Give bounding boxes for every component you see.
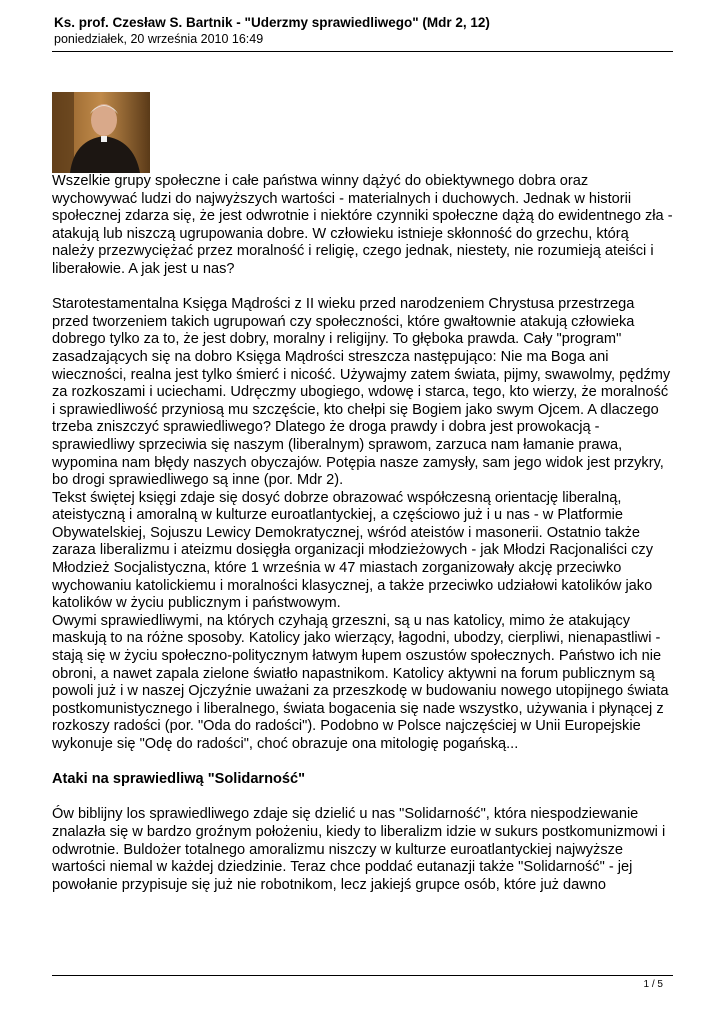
paragraph: Ów biblijny los sprawiedliwego zdaje się dzielić u nas "Solidarność", która niespodziewanie znalazła się w bardzo groźnym położeniu, kiedy to liberalizm idzie w sukurs postkomunizmowi i odwrotnie. Buldożer totalnego amoralizmu niszczy w kulturze euroatlantyckiej najwyższe wartości niemal w każdej dziedzinie. Teraz chce poddać eutanazji także "Solidarność" - jej powołanie przypisuje się już nie robotnikom, lecz jakiejś grupce osób, które już dawno: [52, 806, 666, 893]
footer-divider: [52, 975, 673, 976]
author-photo: [52, 92, 150, 173]
header-divider: [52, 51, 673, 52]
paragraph: Tekst świętej księgi zdaje się dosyć dobrze obrazować współczesną orientację liberalną, ateistyczną i amoralną w kulturze euroatlantyckiej, a częściowo już i u nas - w Platformie Obywatelskiej, Sojuszu Lewicy Demokratycznej, wśród ateistów i masonerii. Ostatnio także zaraza liberalizmu i ateizmu dosięgła organizacji młodzieżowych - jak Młodzi Racjonaliści czy Młodzież Socjalistyczna, które 1 września w 47 miastach zorganizowały akcję przeciwko wychowaniu katolickiemu i moralności klasycznej, a także przeciwko udziałowi katolików jako katolików w życiu publicznym i państwowym.: [52, 489, 654, 612]
page-number: 1 / 5: [643, 979, 663, 990]
section-heading: Ataki na sprawiedliwą "Solidarność": [52, 771, 306, 788]
author-photo-icon: [52, 92, 150, 173]
paragraph: Owymi sprawiedliwymi, na których czyhają grzeszni, są u nas katolicy, mimo że atakujący maskują to na różne sposoby. Katolicy jako wierzący, łagodni, ubodzy, cierpliwi, nienapastliwi - stają się w życiu społeczno-politycznym łatwym łupem oszustów społecznych. Państwo ich nie obroni, a nawet zapala zielone światło napastnikom. Katolicy aktywni na forum publicznym są powoli już i w naszej Ojczyźnie uważani za przeszkodę w budowaniu nowego utopijnego świata postkomunistycznego i liberalnego, świata bogacenia się nade wszystko, używania i płynącej z rozkoszy radości (por. "Oda do radości"). Podobno w Polsce najczęściej w Unii Europejskie wykonuje się "Odę do radości", choć obrazuje ona mitologię pogańską...: [52, 612, 669, 752]
document-date: poniedziałek, 20 września 2010 16:49: [54, 32, 264, 46]
document-title: Ks. prof. Czesław S. Bartnik - "Uderzmy sprawiedliwego" (Mdr 2, 12): [54, 15, 490, 30]
article-body: [52, 173, 674, 894]
paragraph: Wszelkie grupy społeczne i całe państwa winny dążyć do obiektywnego dobra oraz wychowywać ludzi do najwyższych wartości - materialnych i duchowych. Jednak w historii społecznej zdarza się, że jest odwrotnie i niektóre czynniki społeczne dążą do ewidentnego zła - atakują lub niszczą ugrupowania dobre. W człowieku istnieje skłonność do grzechu, którą należy przezwyciężać przez moralność i religię, czego jednak, niestety, nie rozumieją ateiści i liberałowie. A jak jest u nas?: [52, 173, 673, 277]
document-header: [54, 14, 673, 47]
paragraph: Starotestamentalna Księga Mądrości z II wieku przed narodzeniem Chrystusa przestrzega przed tworzeniem takich ugrupowań czy społeczności, które gwałtownie atakują człowieka dobrego tylko za to, że jest dobry, moralny i religijny. To głęboka prawda. Cały "program" zasadzających się na dobro Księga Mądrości streszcza następująco: Nie ma Boga ani wieczności, realna jest tylko śmierć i nicość. Używajmy zatem świata, pijmy, swawolmy, pędźmy za rozkoszami i uciechami. Udręczmy ubogiego, wdowę i starca, tego, kto wierzy, że moralność i sprawiedliwość przyniosą mu szczęście, kto chełpi się Bogiem jako swym Ojcem. A dlaczego trzeba zniszczyć sprawiedliwego? Dlatego że droga prawdy i dobra jest prowokacją - sprawiedliwy sprzeciwia się naszym (liberalnym) sprawom, zarzuca nam łamanie prawa, wypomina nam błędy naszych obyczajów. Potępia nasze zamysły, sam jego widok jest przykry, bo drogi sprawiedliwego są inne (por. Mdr 2).: [52, 296, 671, 489]
